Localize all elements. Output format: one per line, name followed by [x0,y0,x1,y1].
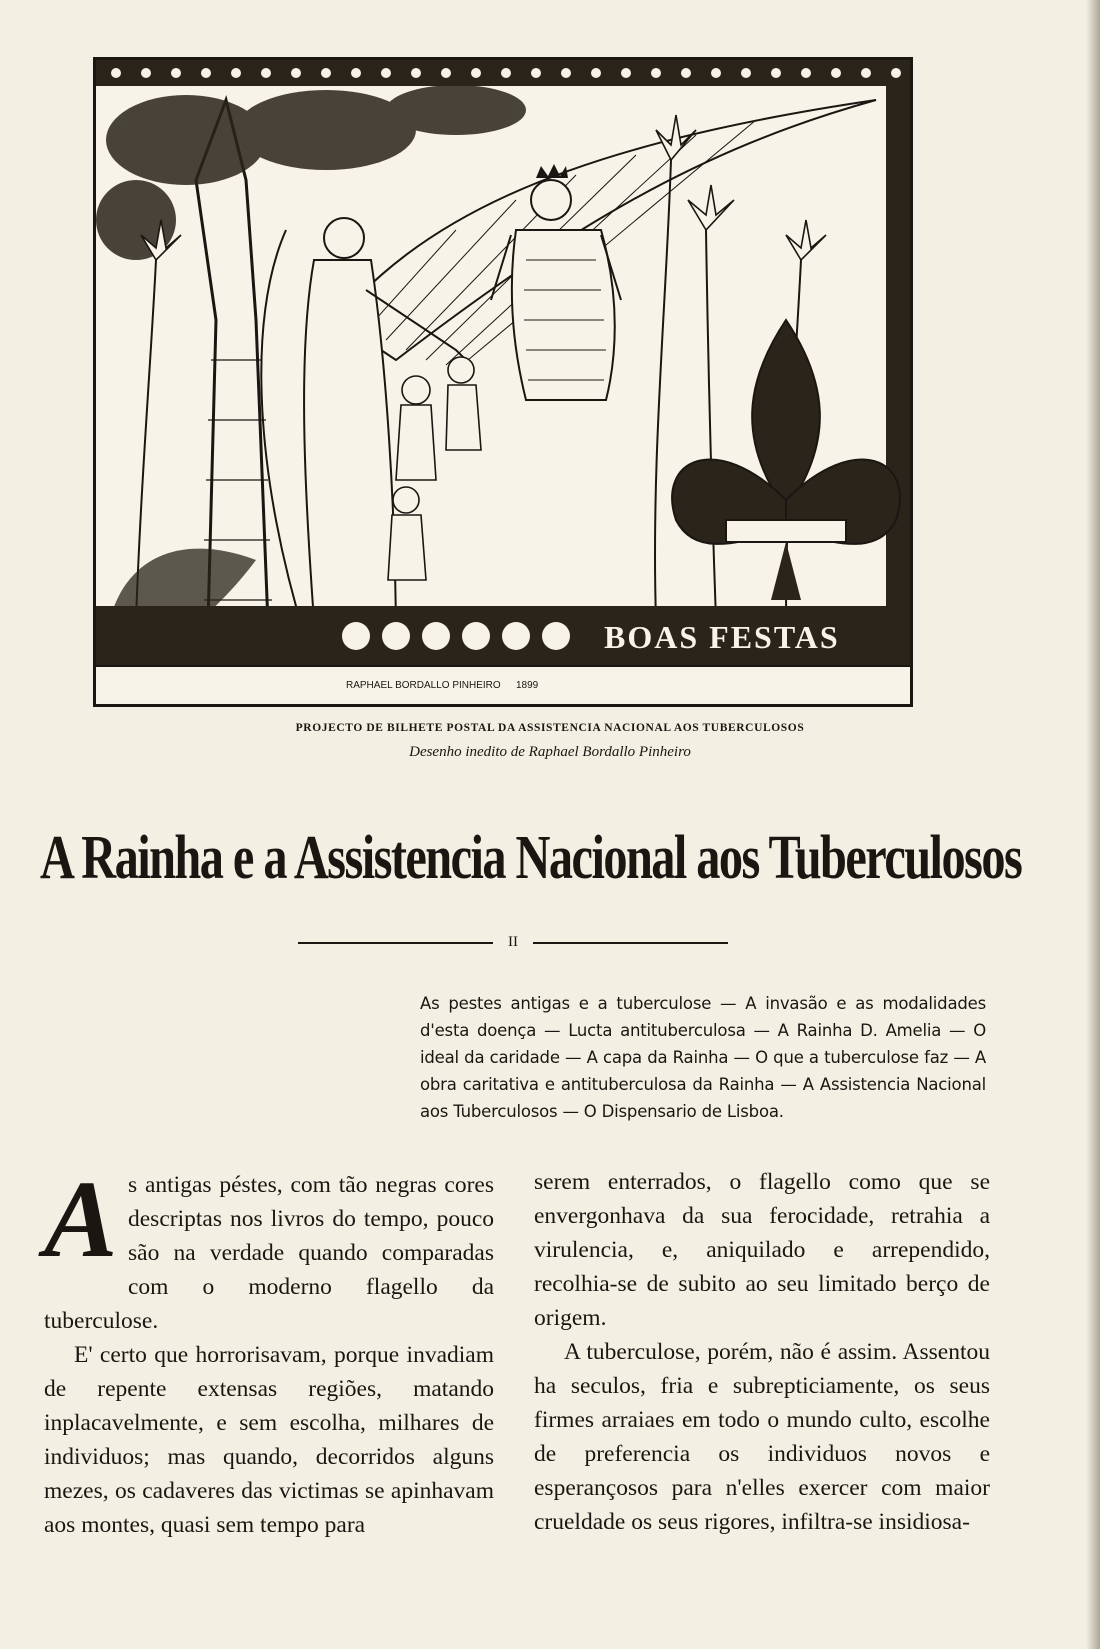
article-column-left [44,1158,494,1542]
banner-text: BOAS FESTAS [604,619,840,655]
section-number: II [508,934,518,950]
illustration-caption-title: PROJECTO DE BILHETE POSTAL DA ASSISTENCIA NACIONAL AOS TUBERCULOSOS [295,722,805,734]
article-summary: As pestes antigas e a tuberculose — A invasão e as modalidades d'esta doença — Lucta antituberculosa — A Rainha D. Amelia — O ideal da caridade — A capa da Rainha — O que a tuberculose faz — A obra caritativa e antituberculosa da Rainha — A Assistencia Nacional aos Tuberculosos — O Dispensario de Lisboa. [420,994,986,1121]
article-headline: A Rainha e a Assistencia Nacional aos Tuberculosos [40,824,1022,892]
drop-cap: A [44,1158,118,1280]
illustration-caption-credit: Desenho inedito de Raphael Bordallo Pinheiro [409,744,691,760]
divider-line-left [298,942,493,944]
divider-line-right [533,942,728,944]
section-divider [298,934,728,950]
paragraph-text: s antigas péstes, com tão negras cores descriptas nos livros do tempo, pouco são na verdade quando comparadas com o moderno flagello da tuberculose. [44,1172,494,1334]
article-column-right [534,1165,990,1539]
postcard-illustration [93,57,913,707]
paragraph: A tuberculose, porém, não é assim. Assentou ha seculos, fria e subrepticiamente, os seus firmes arraiaes em todo o mundo culto, escolhe de preferencia os individuos novos e esperançosos para n'elles exercer com maior crueldade os seus rigores, infiltra-se insidiosa- [534,1339,990,1535]
paragraph [44,1158,494,1338]
paragraph: serem enterrados, o flagello como que se envergonhava da sua ferocidade, retrahia a virulencia, e, aniquilado e arrependido, recolhia-se de subito ao seu limitado berço de origem. [534,1169,990,1331]
illustration-year: 1899 [516,680,539,691]
paragraph: E' certo que horrorisavam, porque invadiam de repente extensas regiões, matando inplacavelmente, e sem escolha, milhares de individuos; mas quando, decorridos alguns mezes, os cadaveres das victimas se apinhavam aos montes, quasi sem tempo para [44,1342,494,1538]
artist-signature: RAPHAEL BORDALLO PINHEIRO [346,680,501,691]
